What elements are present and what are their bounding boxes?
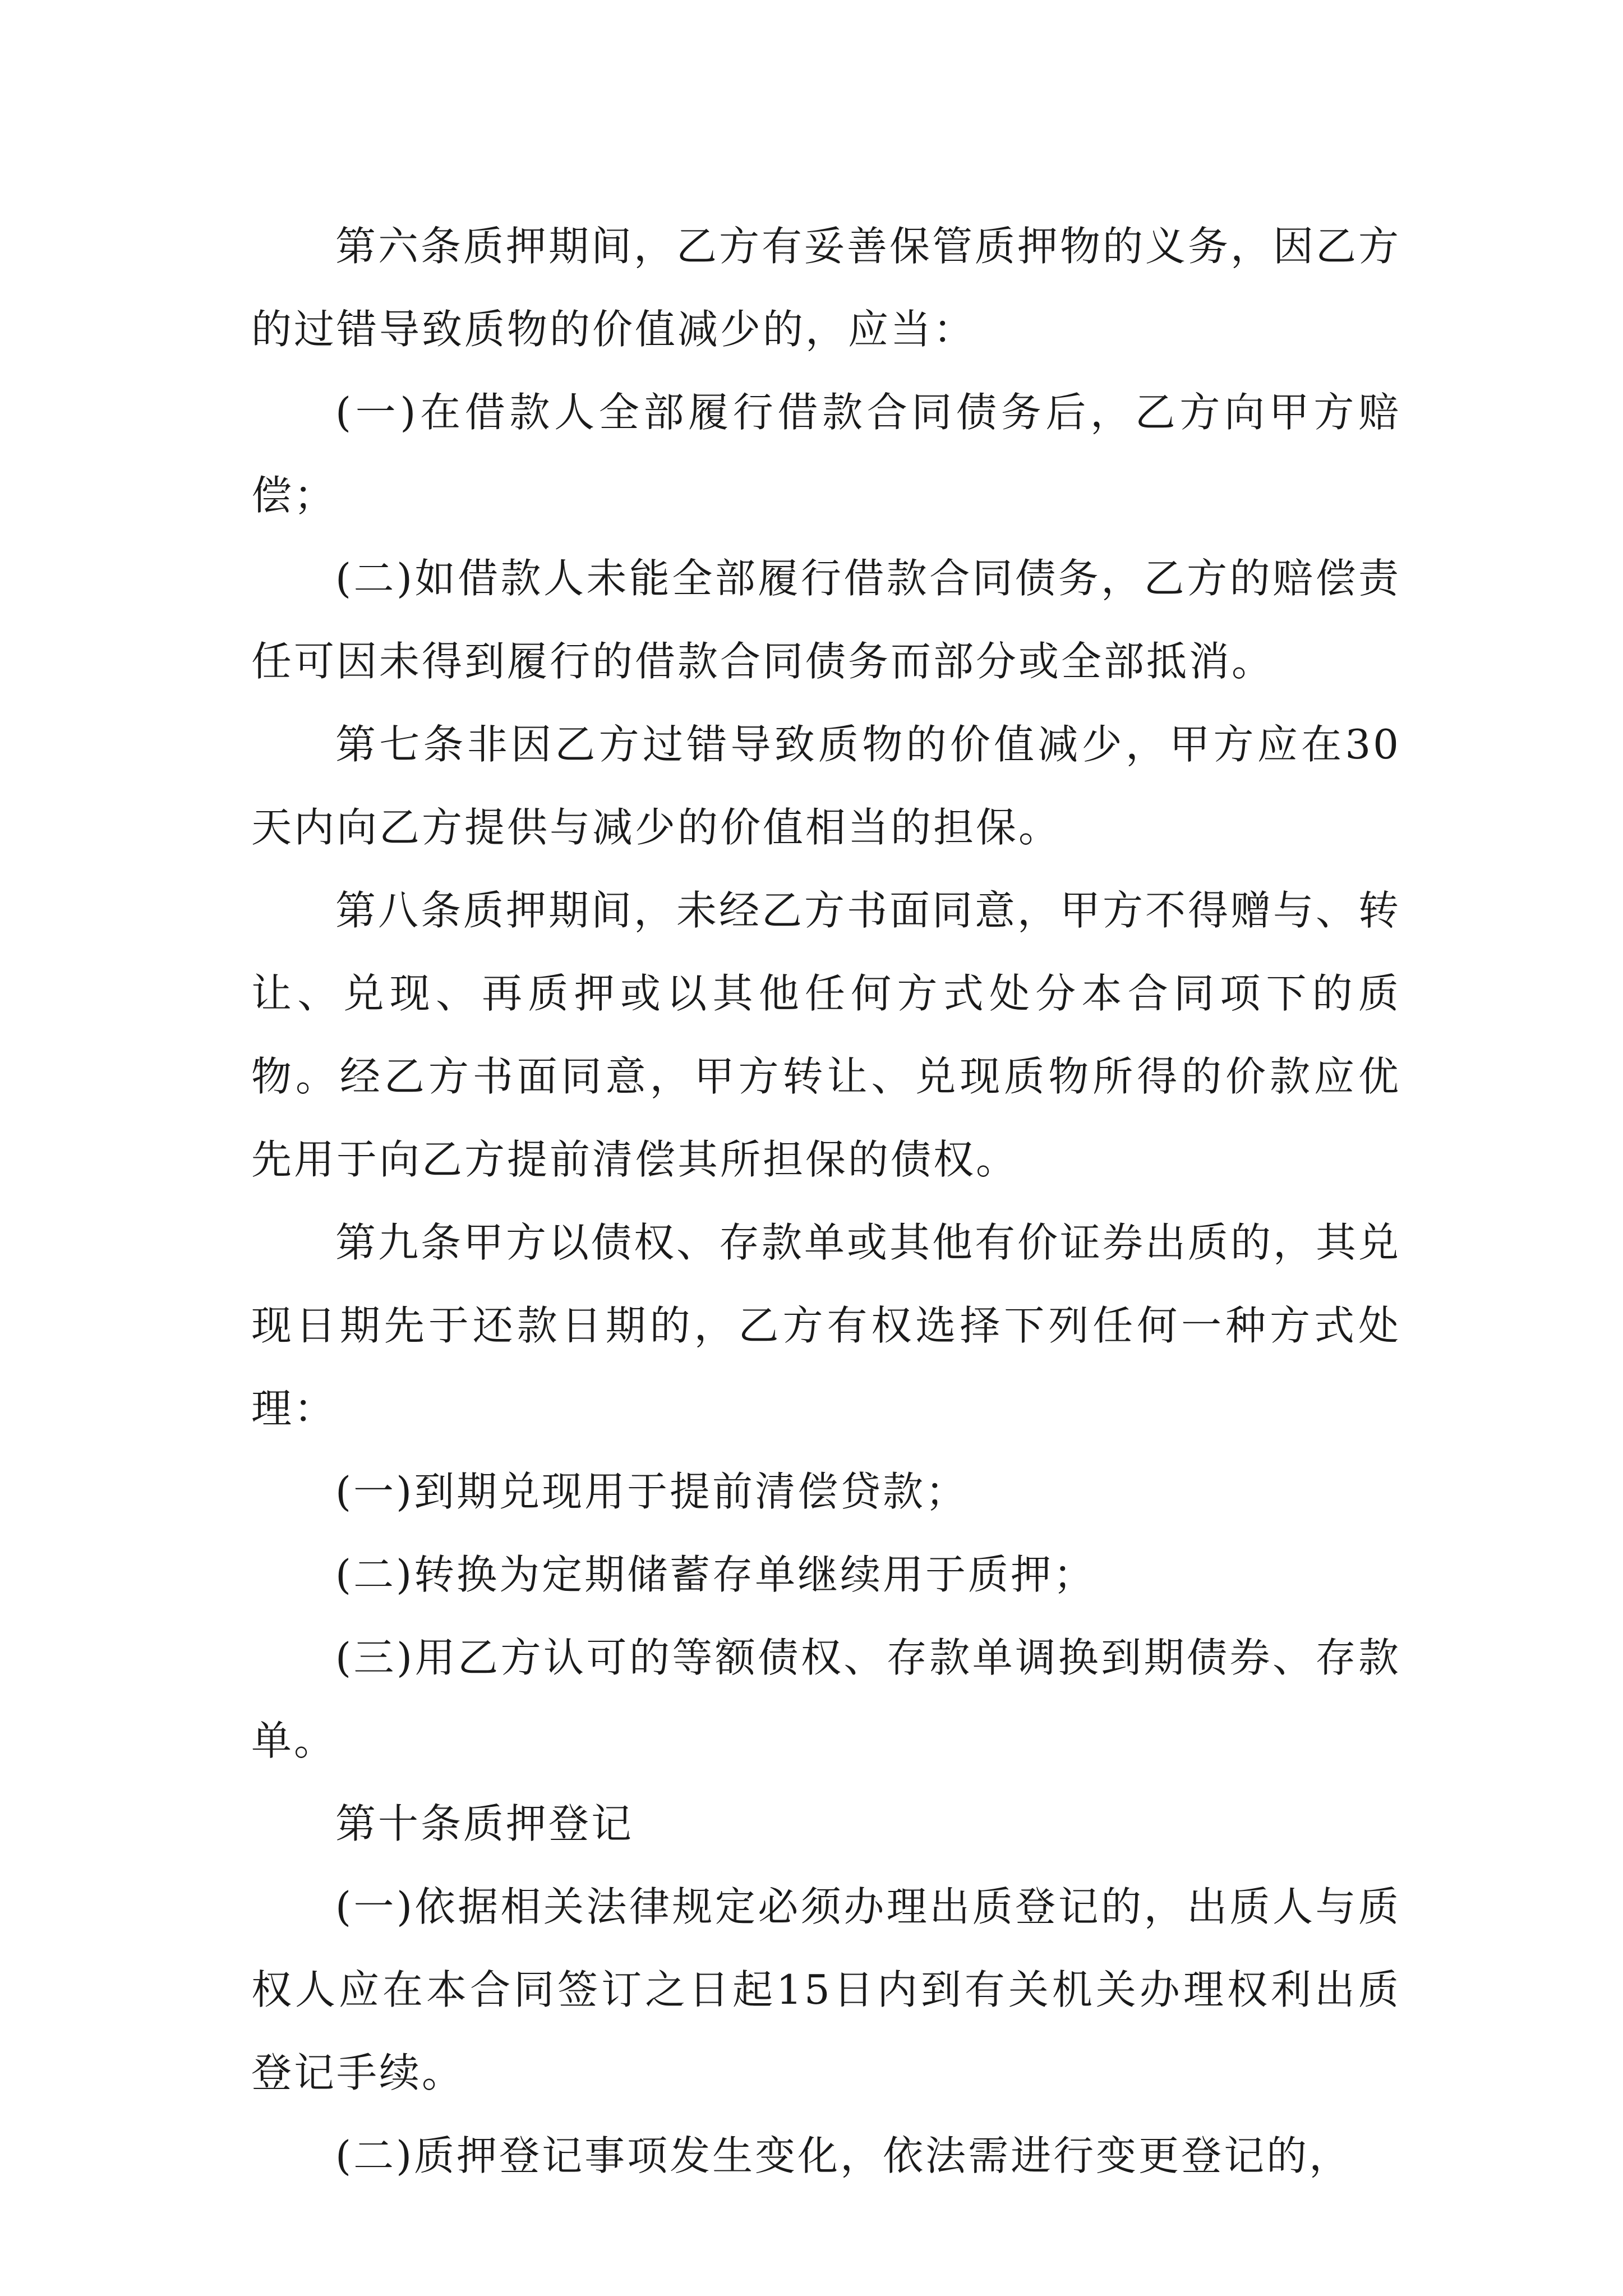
paragraph-article-6-item-1: (一)在借款人全部履行借款合同债务后，乙方向甲方赔偿； bbox=[251, 389, 1401, 519]
paragraph-article-9: 第九条甲方以债权、存款单或其他有价证券出质的，其兑现日期先于还款日期的，乙方有权选择下列任何一种方式处理： bbox=[251, 1219, 1401, 1432]
paragraph-article-10-heading: 第十条质押登记 bbox=[335, 1800, 634, 1847]
paragraph-article-6-item-2: (二)如借款人未能全部履行借款合同债务，乙方的赔偿责任可因未得到履行的借款合同债务而部分或全部抵消。 bbox=[251, 555, 1401, 685]
paragraph-article-10-item-2: (二)质押登记事项发生变化，依法需进行变更登记的， bbox=[335, 2132, 1352, 2179]
paragraph-article-10-item-1: (一)依据相关法律规定必须办理出质登记的，出质人与质权人应在本合同签订之日起15日内到有关机关办理权利出质登记手续。 bbox=[251, 1883, 1401, 2096]
paragraph-article-7: 第七条非因乙方过错导致质物的价值减少，甲方应在30天内向乙方提供与减少的价值相当的担保。 bbox=[251, 721, 1401, 851]
document-body bbox=[251, 205, 1401, 2197]
paragraph-article-9-item-1: (一)到期兑现用于提前清偿贷款； bbox=[335, 1468, 969, 1515]
paragraph-article-6: 第六条质押期间，乙方有妥善保管质押物的义务，因乙方的过错导致质物的价值减少的，应当： bbox=[251, 223, 1401, 353]
paragraph-article-9-item-3: (三)用乙方认可的等额债权、存款单调换到期债券、存款单。 bbox=[251, 1634, 1401, 1764]
paragraph-article-8: 第八条质押期间，未经乙方书面同意，甲方不得赠与、转让、兑现、再质押或以其他任何方式处分本合同项下的质物。经乙方书面同意，甲方转让、兑现质物所得的价款应优先用于向乙方提前清偿其所担保的债权。 bbox=[251, 887, 1401, 1183]
paragraph-article-9-item-2: (二)转换为定期储蓄存单继续用于质押； bbox=[335, 1551, 1096, 1598]
